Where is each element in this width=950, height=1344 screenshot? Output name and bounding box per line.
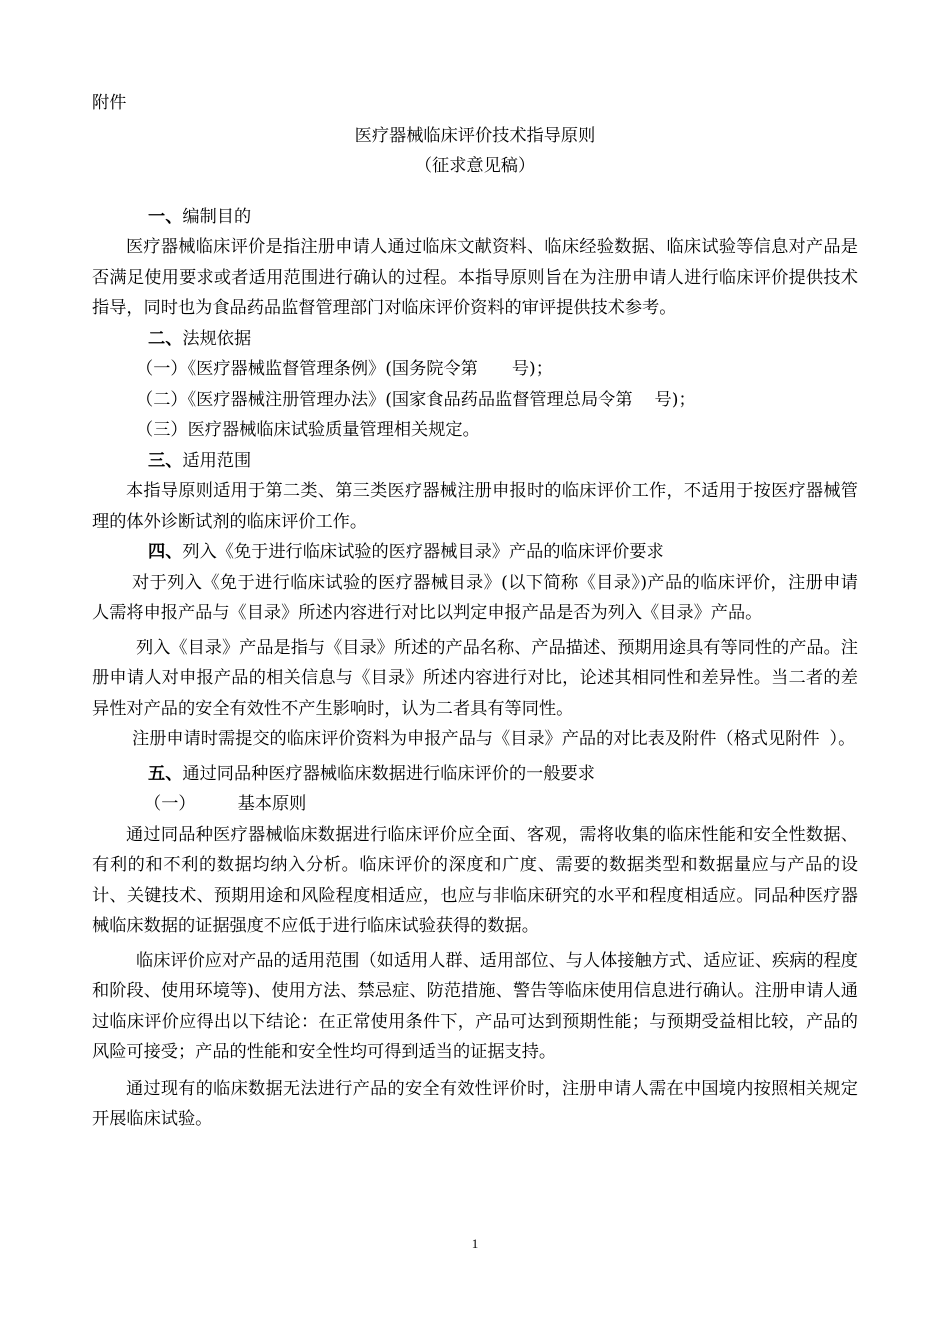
section-heading-1: [92, 202, 858, 233]
regulation-item-3: （三）医疗器械临床试验质量管理相关规定。: [136, 420, 480, 440]
paragraph: 对于列入《免于进行临床试验的医疗器械目录》(以下简称《目录》)产品的临床评价，注册申请人需将申报产品与《目录》所述内容进行对比以判定申报产品是否为列入《目录》产品。: [92, 572, 858, 623]
paragraph: 医疗器械临床评价是指注册申请人通过临床文献资料、临床经验数据、临床试验等信息对产品是否满足使用要求或者适用范围进行确认的过程。本指导原则旨在为注册申请人进行临床评价提供技术指导，同时也为食品药品监督管理部门对临床评价资料的审评提供技术参考。: [92, 237, 858, 318]
section-number: 一、: [148, 206, 183, 227]
subsection-number: （一）: [144, 794, 196, 814]
attachment-label: 附件: [92, 93, 127, 113]
section-number: 五、: [148, 763, 183, 784]
paragraph: [92, 724, 858, 755]
regulation-item-2: [92, 385, 858, 416]
section-number: 二、: [148, 328, 183, 349]
paragraph: 通过现有的临床数据无法进行产品的安全有效性评价时，注册申请人需在中国境内按照相关规定开展临床试验。: [92, 1078, 858, 1129]
regulation-item-1: [92, 354, 858, 385]
section-title: 列入《免于进行临床试验的医疗器械目录》产品的临床评价要求: [182, 542, 664, 562]
document-title: 医疗器械临床评价技术指导原则: [354, 125, 596, 146]
paragraph: 本指导原则适用于第二类、第三类医疗器械注册申报时的临床评价工作，不适用于按医疗器械管理的体外诊断试剂的临床评价工作。: [92, 481, 858, 532]
paragraph-text: 注册申请时需提交的临床评价资料为申报产品与《目录》产品的对比表及附件（格式见附件: [132, 729, 820, 749]
section-heading-3: [92, 446, 858, 477]
section-title: 通过同品种医疗器械临床数据进行临床评价的一般要求: [182, 763, 595, 784]
section-number: 三、: [148, 450, 183, 471]
section-number: 四、: [148, 542, 183, 562]
subsection-title: 基本原则: [237, 794, 307, 814]
section-title: 适用范围: [182, 450, 252, 471]
regulation-text: （一）《医疗器械监督管理条例》(国务院令第: [136, 359, 478, 379]
section-heading-5: [92, 759, 858, 790]
document-subtitle: （征求意见稿）: [414, 156, 536, 176]
paragraph: 临床评价应对产品的适用范围（如适用人群、适用部位、与人体接触方式、适应证、疾病的程度和阶段、使用环境等)、使用方法、禁忌症、防范措施、警告等临床使用信息进行确认。注册申请人通过临床评价应得出以下结论：在正常使用条件下，产品可达到预期性能；与预期受益相比较，产品的风险可接受；产品的性能和安全性均可得到适当的证据支持。: [92, 950, 858, 1062]
regulation-text: （二）《医疗器械注册管理办法》(国家食品药品监督管理总局令第: [136, 389, 633, 410]
paragraph: 通过同品种医疗器械临床数据进行临床评价应全面、客观，需将收集的临床性能和安全性数据、有利的和不利的数据均纳入分析。临床评价的深度和广度、需要的数据类型和数据量应与产品的设计、关键技术、预期用途和风险程度相适应，也应与非临床研究的水平和程度相适应。同品种医疗器械临床数据的证据强度不应低于进行临床试验获得的数据。: [92, 824, 858, 936]
page-number: 1: [471, 1236, 479, 1251]
section-title: 法规依据: [182, 328, 252, 349]
document-body: [92, 88, 858, 1135]
paragraph-text-end: ）。: [829, 729, 856, 749]
regulation-text-end: 号)；: [511, 359, 553, 379]
section-title: 编制目的: [182, 206, 252, 227]
regulation-text-end: 号)；: [654, 389, 696, 410]
section-heading-4: [92, 537, 858, 568]
paragraph: 列入《目录》产品是指与《目录》所述的产品名称、产品描述、预期用途具有等同性的产品。注册申请人对申报产品的相关信息与《目录》所述内容进行对比，论述其相同性和差异性。当二者的差异性对产品的安全有效性不产生影响时，认为二者具有等同性。: [92, 637, 858, 719]
section-heading-2: [92, 324, 858, 355]
subsection-heading: [92, 789, 858, 820]
